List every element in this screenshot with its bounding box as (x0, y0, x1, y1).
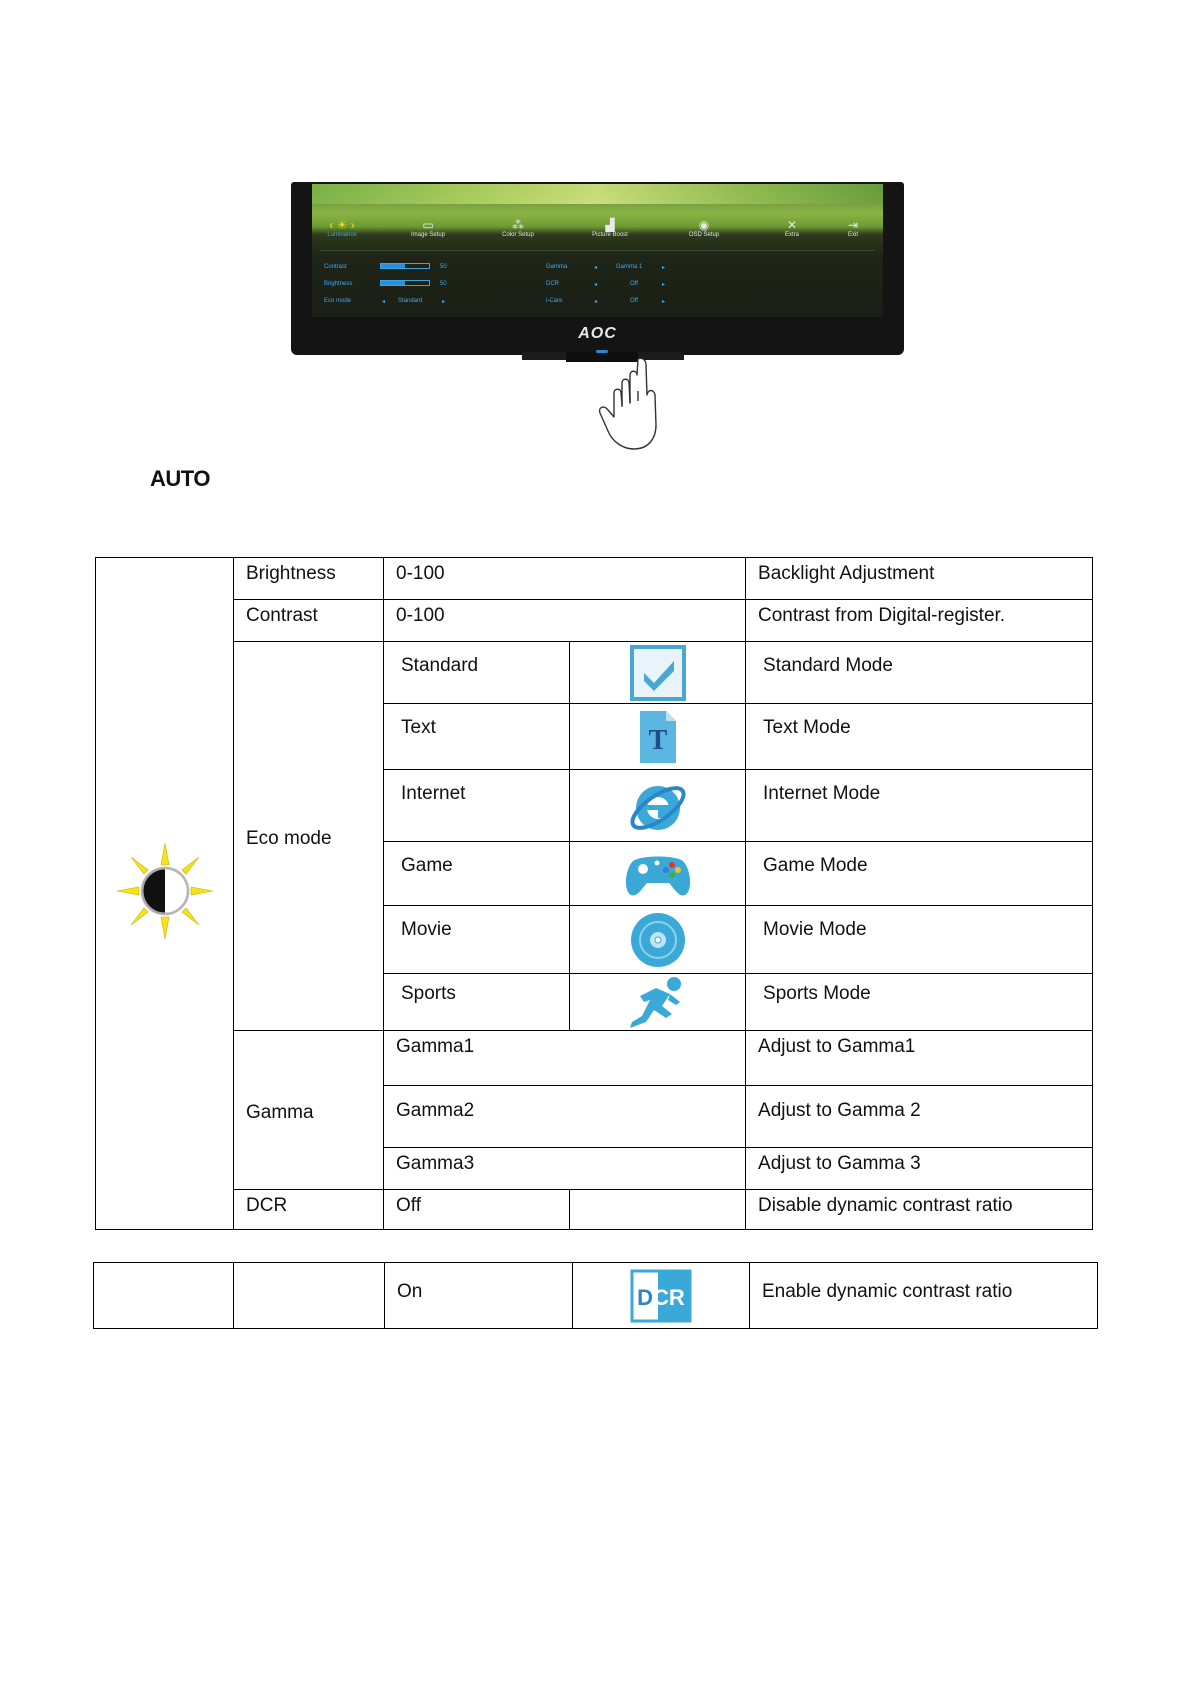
picture-boost-icon: ▟ (605, 218, 615, 232)
eco-text-desc: Text Mode (746, 704, 1093, 770)
osd-divider (320, 250, 875, 251)
osd-gamma-label: Gamma (546, 264, 568, 270)
osd-screen (312, 184, 883, 317)
gamma1-desc: Adjust to Gamma1 (746, 1031, 1093, 1086)
osd-eco-next-arrow[interactable]: ▸ (442, 299, 446, 305)
monitor-illustration (291, 182, 904, 355)
osd-brightness-label: Brightness (324, 281, 353, 287)
table-row-brightness (96, 558, 1093, 600)
eco-movie-name: Movie (384, 906, 570, 974)
osd-contrast-value: 50 (440, 264, 447, 270)
power-led (596, 350, 608, 353)
dcr-on-desc: Enable dynamic contrast ratio (750, 1263, 1098, 1329)
standard-mode-icon (628, 643, 688, 703)
osd-tab-exit[interactable]: ⇥ Exit (813, 218, 883, 238)
osd-eco-label: Eco mode (324, 298, 352, 304)
contrast-range: 0-100 (384, 600, 746, 642)
luminance-settings-table (95, 557, 1093, 1230)
osd-contrast-label: Contrast (324, 264, 347, 270)
eco-game-name: Game (384, 842, 570, 906)
osd-setup-icon: ◉ (698, 218, 710, 232)
dcr-continuation-table (93, 1262, 1098, 1329)
table-row-contrast (96, 600, 1093, 642)
pointing-hand-icon (596, 355, 676, 451)
contrast-label: Contrast (234, 600, 384, 642)
osd-brightness-value: 50 (440, 281, 447, 287)
contrast-desc: Contrast from Digital-register. (746, 600, 1093, 642)
luminance-tab-icon: ‹ ☀ › (329, 218, 355, 232)
osd-tab-luminance[interactable]: ‹ ☀ › Luminance (312, 218, 382, 238)
dcr-on-name: On (385, 1263, 573, 1329)
brightness-label: Brightness (234, 558, 384, 600)
gamma3-name: Gamma3 (384, 1148, 746, 1190)
osd-contrast-slider[interactable] (380, 263, 430, 269)
dcr-label: DCR (234, 1190, 384, 1230)
table-row-gamma1 (96, 1031, 1093, 1086)
luminance-icon-cell (96, 558, 234, 1230)
osd-tab-extra[interactable]: ✕ Extra (752, 218, 832, 238)
eco-internet-name: Internet (384, 770, 570, 842)
eco-internet-desc: Internet Mode (746, 770, 1093, 842)
table-row-dcr-on (94, 1263, 1098, 1329)
osd-gamma-prev-arrow[interactable]: ◂ (594, 265, 598, 271)
osd-eco-prev-arrow[interactable]: ◂ (382, 299, 386, 305)
exit-icon: ⇥ (847, 218, 859, 232)
dcr-off-name: Off (384, 1190, 570, 1230)
section-heading: AUTO (150, 466, 210, 491)
osd-tab-picture-boost[interactable]: ▟ Picture Boost (570, 218, 650, 238)
eco-sports-desc: Sports Mode (746, 974, 1093, 1031)
dcr-icon (630, 1269, 692, 1323)
movie-mode-icon (628, 910, 688, 970)
osd-eco-value: Standard (398, 298, 423, 304)
eco-mode-label: Eco mode (234, 642, 384, 1031)
eco-sports-name: Sports (384, 974, 570, 1031)
osd-dcr-label: DCR (546, 281, 559, 287)
osd-dcr-next-arrow[interactable]: ▸ (662, 282, 666, 288)
bezel-button-left[interactable] (522, 352, 568, 360)
osd-tab-color-setup[interactable]: ⁂ Color Setup (478, 218, 558, 238)
eco-standard-desc: Standard Mode (746, 642, 1093, 704)
gamma1-name: Gamma1 (384, 1031, 746, 1086)
extra-icon: ✕ (786, 218, 798, 232)
eco-standard-name: Standard (384, 642, 570, 704)
osd-icare-value: Off (630, 298, 638, 304)
osd-tab-image-setup[interactable]: ▭ Image Setup (388, 218, 468, 238)
brightness-range: 0-100 (384, 558, 746, 600)
brightness-desc: Backlight Adjustment (746, 558, 1093, 600)
osd-icare-next-arrow[interactable]: ▸ (662, 299, 666, 305)
table-row-dcr-off (96, 1190, 1093, 1230)
screen-background (312, 184, 883, 204)
eco-text-name: Text (384, 704, 570, 770)
image-setup-icon: ▭ (422, 218, 434, 232)
gamma-label: Gamma (234, 1031, 384, 1190)
dcr-icon-text: DCR (637, 1284, 685, 1310)
osd-icare-label: i-Care (546, 298, 563, 304)
gamma2-name: Gamma2 (384, 1086, 746, 1148)
text-mode-icon (634, 707, 682, 767)
osd-tab-bar (312, 218, 883, 248)
osd-tab-osd-setup[interactable]: ◉ OSD Setup (664, 218, 744, 238)
luminance-sun-icon (115, 841, 215, 941)
table-row-eco-standard (96, 642, 1093, 704)
dcr-off-desc: Disable dynamic contrast ratio (746, 1190, 1093, 1230)
aoc-logo: AOC (578, 325, 617, 342)
internet-mode-icon (626, 774, 690, 838)
osd-icare-prev-arrow[interactable]: ◂ (594, 299, 598, 305)
osd-brightness-slider[interactable] (380, 280, 430, 286)
osd-gamma-value: Gamma 1 (616, 264, 643, 270)
osd-dcr-prev-arrow[interactable]: ◂ (594, 282, 598, 288)
osd-dcr-value: Off (630, 281, 638, 287)
osd-gamma-next-arrow[interactable]: ▸ (662, 265, 666, 271)
eco-movie-desc: Movie Mode (746, 906, 1093, 974)
color-setup-icon: ⁂ (512, 218, 524, 232)
eco-game-desc: Game Mode (746, 842, 1093, 906)
game-mode-icon (623, 847, 693, 901)
gamma3-desc: Adjust to Gamma 3 (746, 1148, 1093, 1190)
svg-text:T: T (648, 724, 667, 756)
sports-mode-icon (626, 974, 690, 1030)
gamma2-desc: Adjust to Gamma 2 (746, 1086, 1093, 1148)
